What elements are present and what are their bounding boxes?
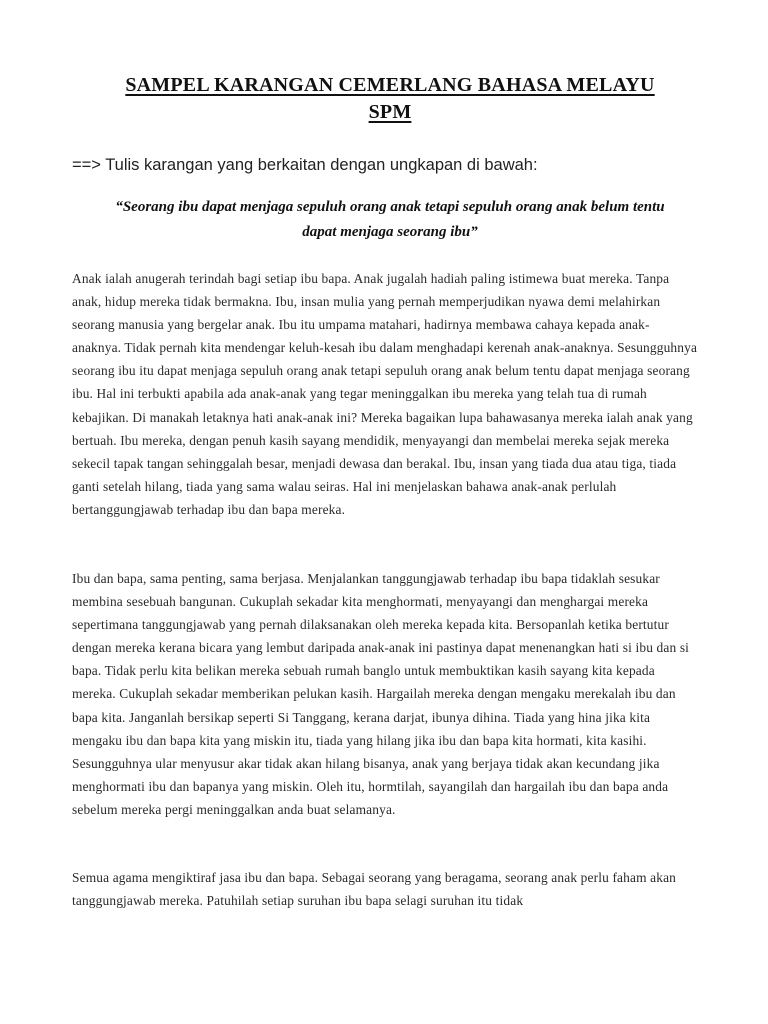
title-line-2: SPM bbox=[368, 101, 412, 123]
instruction-text: ==> Tulis karangan yang berkaitan dengan ungkapan di bawah: bbox=[72, 156, 538, 174]
document-title bbox=[60, 72, 720, 126]
paragraph-2: Ibu dan bapa, sama penting, sama berjasa. Menjalankan tanggungjawab terhadap ibu bapa tidaklah sesukar membina sesebuah bangunan. Cukuplah sekadar kita menghormati, menyayangi dan menghargai mereka sepertimana tanggungjawab yang pernah dilaksanakan oleh mereka kepada kita. Bersopanlah ketika bertutur dengan mereka kerana bicara yang lembut daripada anak-anak ini pastinya dapat menenangkan hati si ibu dan si bapa. Tidak perlu kita belikan mereka sebuah rumah banglo untuk membuktikan kasih sayang kita kepada mereka. Cukuplah sekadar memberikan pelukan kasih. Hargailah mereka dengan mengaku merekalah ibu dan bapa kita. Janganlah bersikap seperti Si Tanggang, kerana darjat, ibunya dihina. Tiada yang hina jika kita mengaku ibu dan bapa kita yang miskin itu, tiada yang hilang jika ibu dan bapa kita hormati, kita kasihi. Sesungguhnya ular menyusur akar tidak akan hilang bisanya, anak yang berjaya tidak akan kecundang jika menghormati ibu dan bapanya yang miskin. Oleh itu, hormtilah, sayangilah dan hargailah ibu dan bapa anda sebelum mereka pergi meninggalkan anda buat selamanya. bbox=[72, 571, 690, 817]
paragraph-3: Semua agama mengiktiraf jasa ibu dan bapa. Sebagai seorang yang beragama, seorang anak perlu faham akan tanggungjawab mereka. Patuhilah setiap suruhan ibu bapa selagi suruhan itu tidak bbox=[72, 870, 677, 909]
title-line-1: SAMPEL KARANGAN CEMERLANG BAHASA MELAYU bbox=[125, 74, 655, 96]
quote-line-1: “Seorang ibu dapat menjaga sepuluh orang anak tetapi sepuluh orang anak belum tentu bbox=[115, 199, 665, 215]
paragraph-1: Anak ialah anugerah terindah bagi setiap ibu bapa. Anak jugalah hadiah paling istimewa buat mereka. Tanpa anak, hidup mereka tidak bermakna. Ibu, insan mulia yang pernah memperjudikan nyawa demi melahirkan seorang manusia yang bergelar anak. Ibu itu umpama matahari, hadirnya membawa cahaya kepada anak-anaknya. Tidak pernah kita mendengar keluh-kesah ibu dalam menghadapi kerenah anak-anaknya. Sesungguhnya seorang ibu itu dapat menjaga sepuluh orang anak tetapi sepuluh orang anak belum tentu dapat menjaga seorang ibu. Hal ini terbukti apabila ada anak-anak yang tegar meninggalkan ibu mereka yang telah tua di rumah kebajikan. Di manakah letaknya hati anak-anak ini? Mereka bagaikan lupa bahawasanya mereka ialah anak yang bertuah. Ibu mereka, dengan penuh kasih sayang mendidik, menyayangi dan membelai mereka sejak mereka sekecil tapak tangan sehinggalah besar, menjadi dewasa dan berakal. Ibu, insan yang tiada dua atau tiga, tiada ganti setelah hilang, tiada yang sama walau seiras. Hal ini menjelaskan bahawa anak-anak perlulah bertanggungjawab terhadap ibu dan bapa mereka. bbox=[72, 271, 698, 517]
quote-line-2: dapat menjaga seorang ibu” bbox=[302, 224, 478, 240]
quote-block bbox=[80, 195, 700, 245]
